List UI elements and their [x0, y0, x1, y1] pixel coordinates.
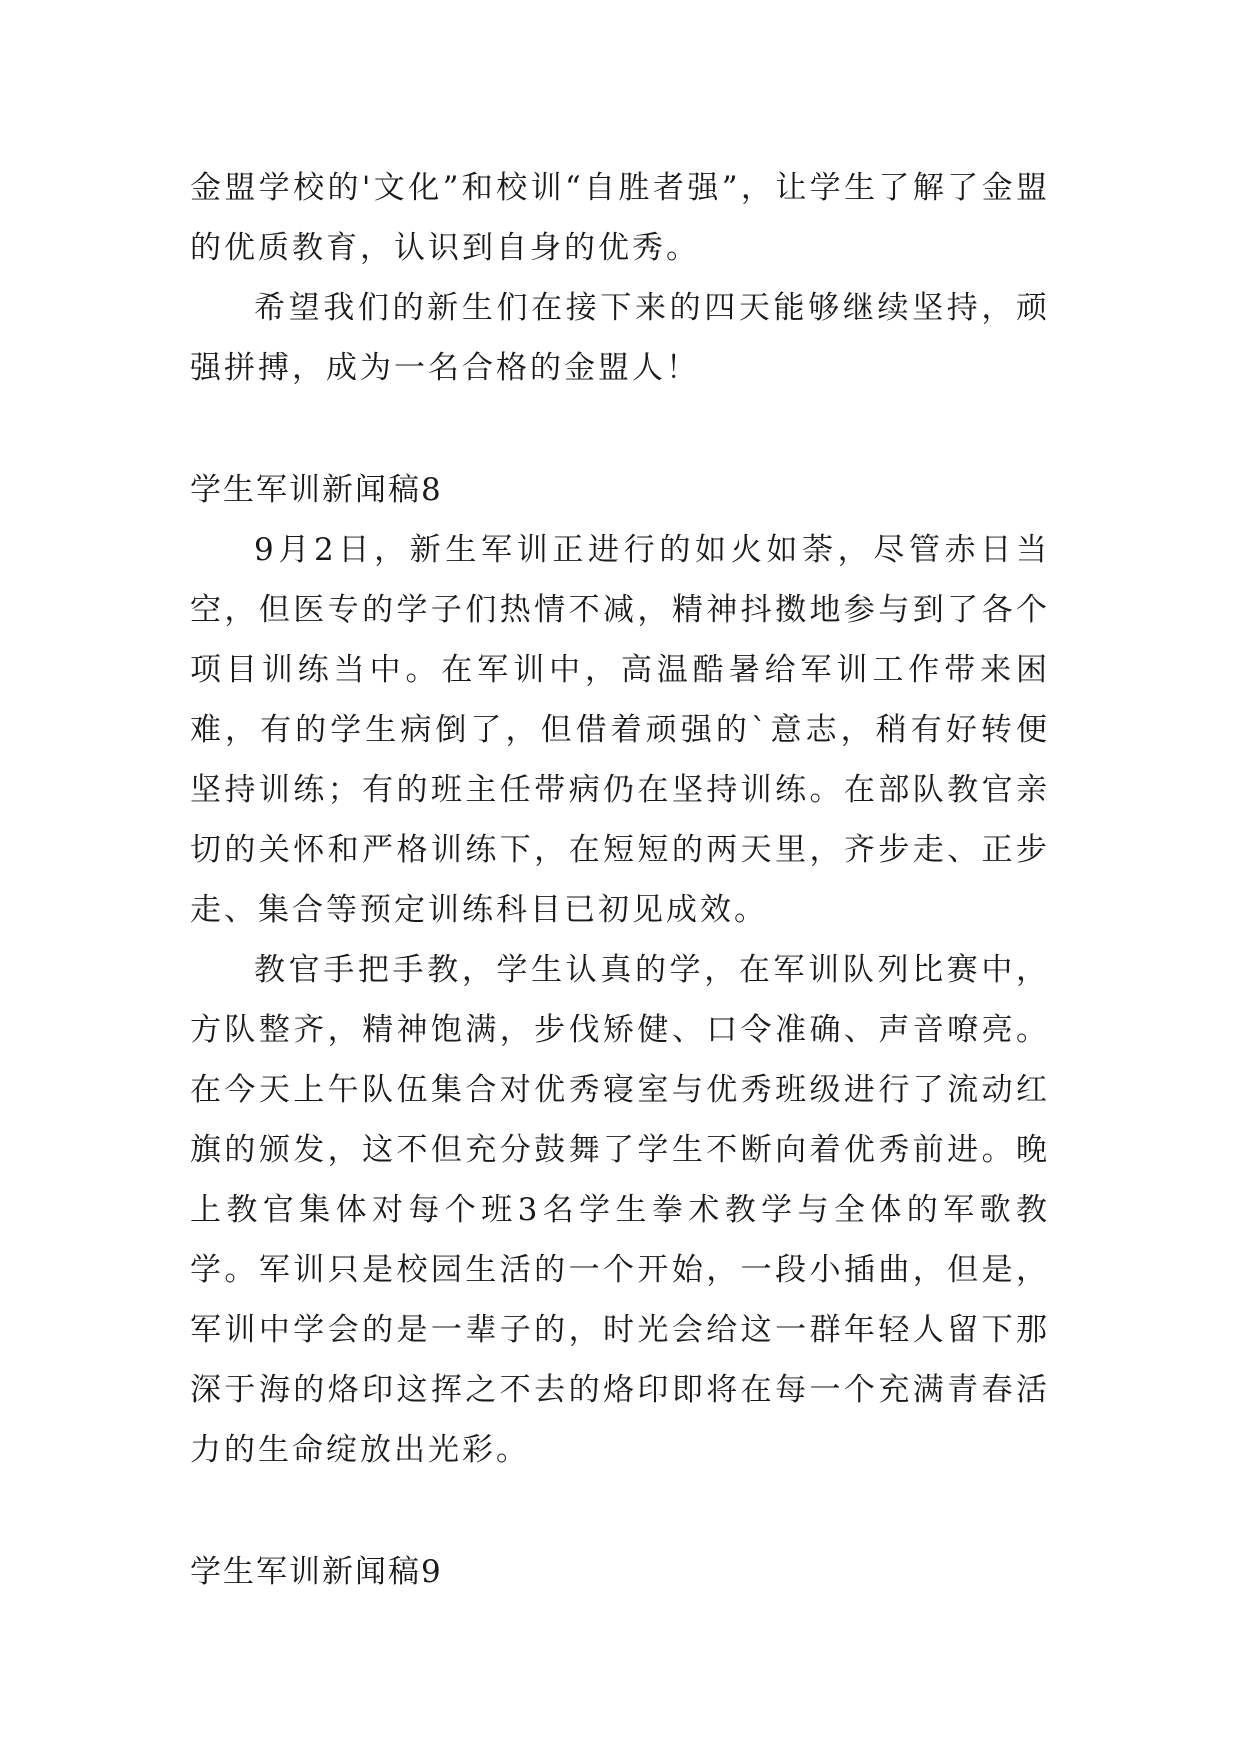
paragraph-school-culture: 金盟学校的'文化”和校训“自胜者强”，让学生了解了金盟的优质教育，认识到自身的优秀。: [190, 170, 1050, 266]
document-body: [190, 158, 1050, 1602]
paragraph-hope: 希望我们的新生们在接下来的四天能够继续坚持，顽强拼搏，成为一名合格的金盟人！: [190, 290, 1050, 386]
paragraph-instructor-teaching: 教官手把手教，学生认真的学，在军训队列比赛中，方队整齐，精神饱满，步伐矫健、口令准确、声音嘹亮。在今天上午队伍集合对优秀寝室与优秀班级进行了流动红旗的颁发，这不但充分鼓舞了学生不断向着优秀前进。晚上教官集体对每个班3名学生拳术教学与全体的军歌教学。军训只是校园生活的一个开始，一段小插曲，但是，军训中学会的是一辈子的，时光会给这一群年轻人留下那深于海的烙印这挥之不去的烙印即将在每一个充满青春活力的生命绽放出光彩。: [190, 952, 1050, 1468]
section-heading-8: 学生军训新闻稿8: [190, 472, 443, 508]
paragraph-training-progress: 9月2日，新生军训正进行的如火如荼，尽管赤日当空，但医专的学子们热情不减，精神抖擞地参与到了各个项目训练当中。在军训中，高温酷暑给军训工作带来困难，有的学生病倒了，但借着顽强的`意志，稍有好转便坚持训练；有的班主任带病仍在坚持训练。在部队教官亲切的关怀和严格训练下，在短短的两天里，齐步走、正步走、集合等预定训练科目已初见成效。: [190, 532, 1050, 928]
section-heading-9: 学生军训新闻稿9: [190, 1554, 443, 1590]
